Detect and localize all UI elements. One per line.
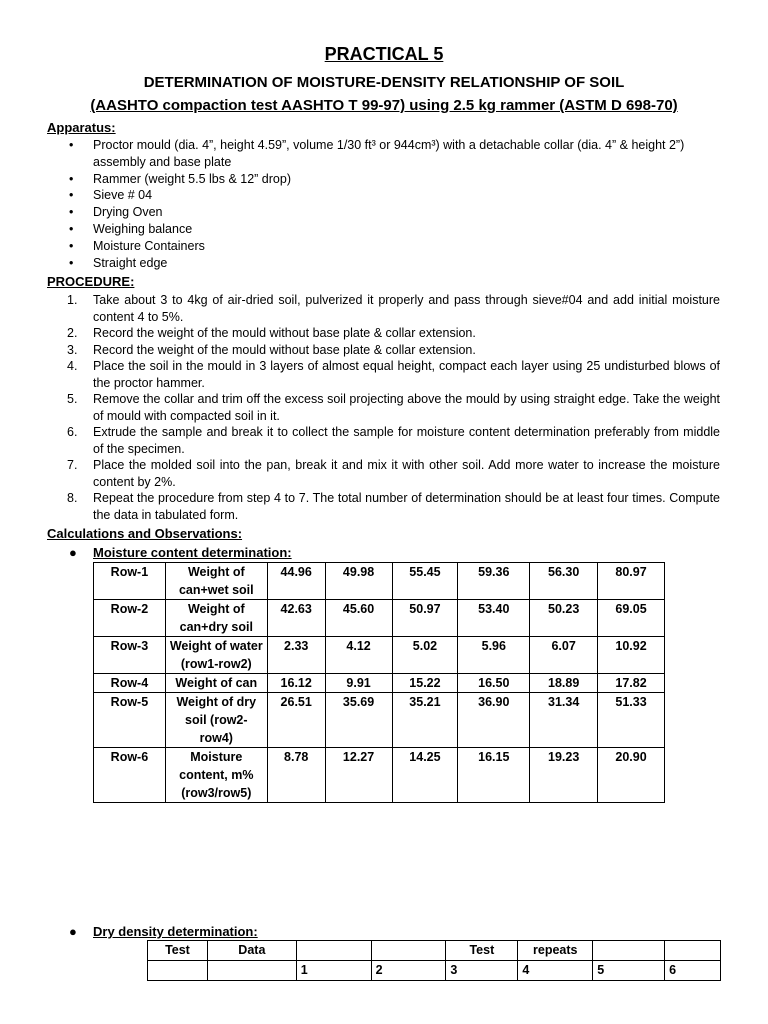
header-cell: Data [207, 941, 296, 961]
step-number: 4. [67, 359, 78, 373]
value-cell: 2.33 [267, 637, 325, 674]
apparatus-heading: Apparatus: [47, 120, 116, 135]
row-label-cell: Row-1 [94, 563, 166, 600]
apparatus-item-text: Rammer (weight 5.5 lbs & 12” drop) [93, 171, 291, 186]
value-cell: 44.96 [267, 563, 325, 600]
value-cell: 9.91 [325, 674, 392, 693]
value-cell: 50.23 [530, 600, 598, 637]
bullet-icon: • [69, 171, 74, 186]
procedure-step-text: Repeat the procedure from step 4 to 7. The total number of determination should be at least four times. Compute the data in tabulated form. [93, 491, 720, 522]
procedure-step [47, 424, 720, 457]
apparatus-item [47, 137, 727, 171]
value-cell: 49.98 [325, 563, 392, 600]
procedure-step-text: Remove the collar and trim off the excess soil projecting above the mould by using straight edge. Take the weight of mould with compacted soil in it. [93, 392, 720, 423]
page-title: PRACTICAL 5 [324, 44, 444, 64]
bullet-icon: ● [69, 924, 77, 939]
row-label-cell: Row-4 [94, 674, 166, 693]
apparatus-item-text: Straight edge [93, 255, 168, 270]
value-cell: 10.92 [598, 637, 665, 674]
value-cell: 16.15 [458, 748, 530, 803]
apparatus-item [47, 187, 727, 204]
value-cell: 6.07 [530, 637, 598, 674]
value-cell: 53.40 [458, 600, 530, 637]
moisture-heading: Moisture content determination: [93, 545, 292, 560]
value-cell: 59.36 [458, 563, 530, 600]
table-row [148, 941, 721, 961]
step-number: 2. [67, 326, 78, 340]
row-description-cell: Weight of dry soil (row2-row4) [165, 693, 267, 748]
moisture-table [93, 562, 665, 803]
procedure-step-text: Take about 3 to 4kg of air-dried soil, pulverized it properly and pass through sieve#04 and add initial moisture content 4 to 5%. [93, 293, 720, 324]
value-cell: 16.12 [267, 674, 325, 693]
number-cell: 1 [296, 961, 371, 981]
step-number: 7. [67, 458, 78, 472]
value-cell: 16.50 [458, 674, 530, 693]
value-cell: 55.45 [392, 563, 458, 600]
apparatus-item [47, 204, 727, 221]
value-cell: 45.60 [325, 600, 392, 637]
header-cell: Test [148, 941, 208, 961]
value-cell: 20.90 [598, 748, 665, 803]
procedure-list [47, 292, 720, 523]
bullet-icon: • [69, 238, 74, 253]
value-cell: 12.27 [325, 748, 392, 803]
page-subtitle: DETERMINATION OF MOISTURE-DENSITY RELATIONSHIP OF SOIL [143, 74, 625, 91]
number-cell [148, 961, 208, 981]
procedure-step-text: Record the weight of the mould without base plate & collar extension. [93, 326, 476, 340]
procedure-step [47, 325, 720, 342]
procedure-step-text: Record the weight of the mould without base plate & collar extension. [93, 342, 476, 357]
header-cell [371, 941, 446, 961]
procedure-step-text: Extrude the sample and break it to collect the sample for moisture content determination preferably from middle of the specimen. [93, 425, 720, 456]
value-cell: 8.78 [267, 748, 325, 803]
value-cell: 4.12 [325, 637, 392, 674]
value-cell: 36.90 [458, 693, 530, 748]
value-cell: 15.22 [392, 674, 458, 693]
value-cell: 56.30 [530, 563, 598, 600]
bullet-icon: ● [69, 545, 77, 560]
apparatus-item-text: Sieve # 04 [93, 188, 153, 203]
value-cell: 42.63 [267, 600, 325, 637]
value-cell: 69.05 [598, 600, 665, 637]
value-cell: 31.34 [530, 693, 598, 748]
bullet-icon: • [69, 138, 74, 152]
number-cell: 4 [518, 961, 593, 981]
procedure-step [47, 292, 720, 325]
number-cell: 3 [446, 961, 518, 981]
table-row [148, 961, 721, 981]
procedure-step [47, 342, 720, 359]
dry-density-table [147, 940, 721, 981]
procedure-step [47, 391, 720, 424]
table-row [94, 748, 665, 803]
header-cell [665, 941, 721, 961]
table-row [94, 637, 665, 674]
apparatus-list [47, 137, 727, 271]
bullet-icon: • [69, 188, 74, 203]
row-label-cell: Row-6 [94, 748, 166, 803]
step-number: 3. [67, 342, 78, 357]
step-number: 6. [67, 425, 78, 439]
apparatus-item-text: Proctor mould (dia. 4”, height 4.59”, volume 1/30 ft³ or 944cm³) with a detachable collar (dia. 4” & height 2”) assembly and base plate [93, 138, 685, 169]
value-cell: 35.69 [325, 693, 392, 748]
value-cell: 35.21 [392, 693, 458, 748]
number-cell: 2 [371, 961, 446, 981]
value-cell: 26.51 [267, 693, 325, 748]
table-row [94, 674, 665, 693]
procedure-step-text: Place the soil in the mould in 3 layers of almost equal height, compact each layer using 25 undisturbed blows of the proctor hammer. [93, 359, 720, 390]
value-cell: 50.97 [392, 600, 458, 637]
row-label-cell: Row-3 [94, 637, 166, 674]
value-cell: 18.89 [530, 674, 598, 693]
procedure-step [47, 490, 720, 523]
row-description-cell: Moisture content, m% (row3/row5) [165, 748, 267, 803]
calculations-heading: Calculations and Observations: [47, 526, 243, 541]
value-cell: 80.97 [598, 563, 665, 600]
apparatus-item-text: Weighing balance [93, 221, 193, 236]
row-label-cell: Row-2 [94, 600, 166, 637]
apparatus-item-text: Moisture Containers [93, 238, 205, 253]
number-cell: 6 [665, 961, 721, 981]
bullet-icon: • [69, 205, 74, 220]
bullet-icon: • [69, 255, 74, 270]
header-cell [296, 941, 371, 961]
value-cell: 19.23 [530, 748, 598, 803]
row-description-cell: Weight of water (row1-row2) [165, 637, 267, 674]
table-row [94, 600, 665, 637]
procedure-step [47, 457, 720, 490]
procedure-heading: PROCEDURE: [47, 274, 135, 289]
procedure-step [47, 358, 720, 391]
value-cell: 14.25 [392, 748, 458, 803]
step-number: 5. [67, 392, 78, 406]
apparatus-item [47, 255, 727, 272]
page-subtitle-standard: (AASHTO compaction test AASHTO T 99-97) using 2.5 kg rammer (ASTM D 698-70) [90, 97, 678, 114]
dry-density-heading: Dry density determination: [93, 924, 258, 939]
step-number: 1. [67, 293, 78, 307]
apparatus-item [47, 238, 727, 255]
row-label-cell: Row-5 [94, 693, 166, 748]
value-cell: 5.96 [458, 637, 530, 674]
row-description-cell: Weight of can [165, 674, 267, 693]
apparatus-item-text: Drying Oven [93, 205, 163, 220]
header-cell: Test [446, 941, 518, 961]
procedure-step-text: Place the molded soil into the pan, break it and mix it with other soil. Add more water to increase the moisture content by 2%. [93, 458, 720, 489]
step-number: 8. [67, 491, 78, 505]
table-row [94, 693, 665, 748]
number-cell: 5 [593, 961, 665, 981]
table-row [94, 563, 665, 600]
row-description-cell: Weight of can+wet soil [165, 563, 267, 600]
number-cell [207, 961, 296, 981]
header-cell: repeats [518, 941, 593, 961]
value-cell: 5.02 [392, 637, 458, 674]
header-cell [593, 941, 665, 961]
value-cell: 17.82 [598, 674, 665, 693]
value-cell: 51.33 [598, 693, 665, 748]
apparatus-item [47, 171, 727, 188]
bullet-icon: • [69, 221, 74, 236]
row-description-cell: Weight of can+dry soil [165, 600, 267, 637]
apparatus-item [47, 221, 727, 238]
